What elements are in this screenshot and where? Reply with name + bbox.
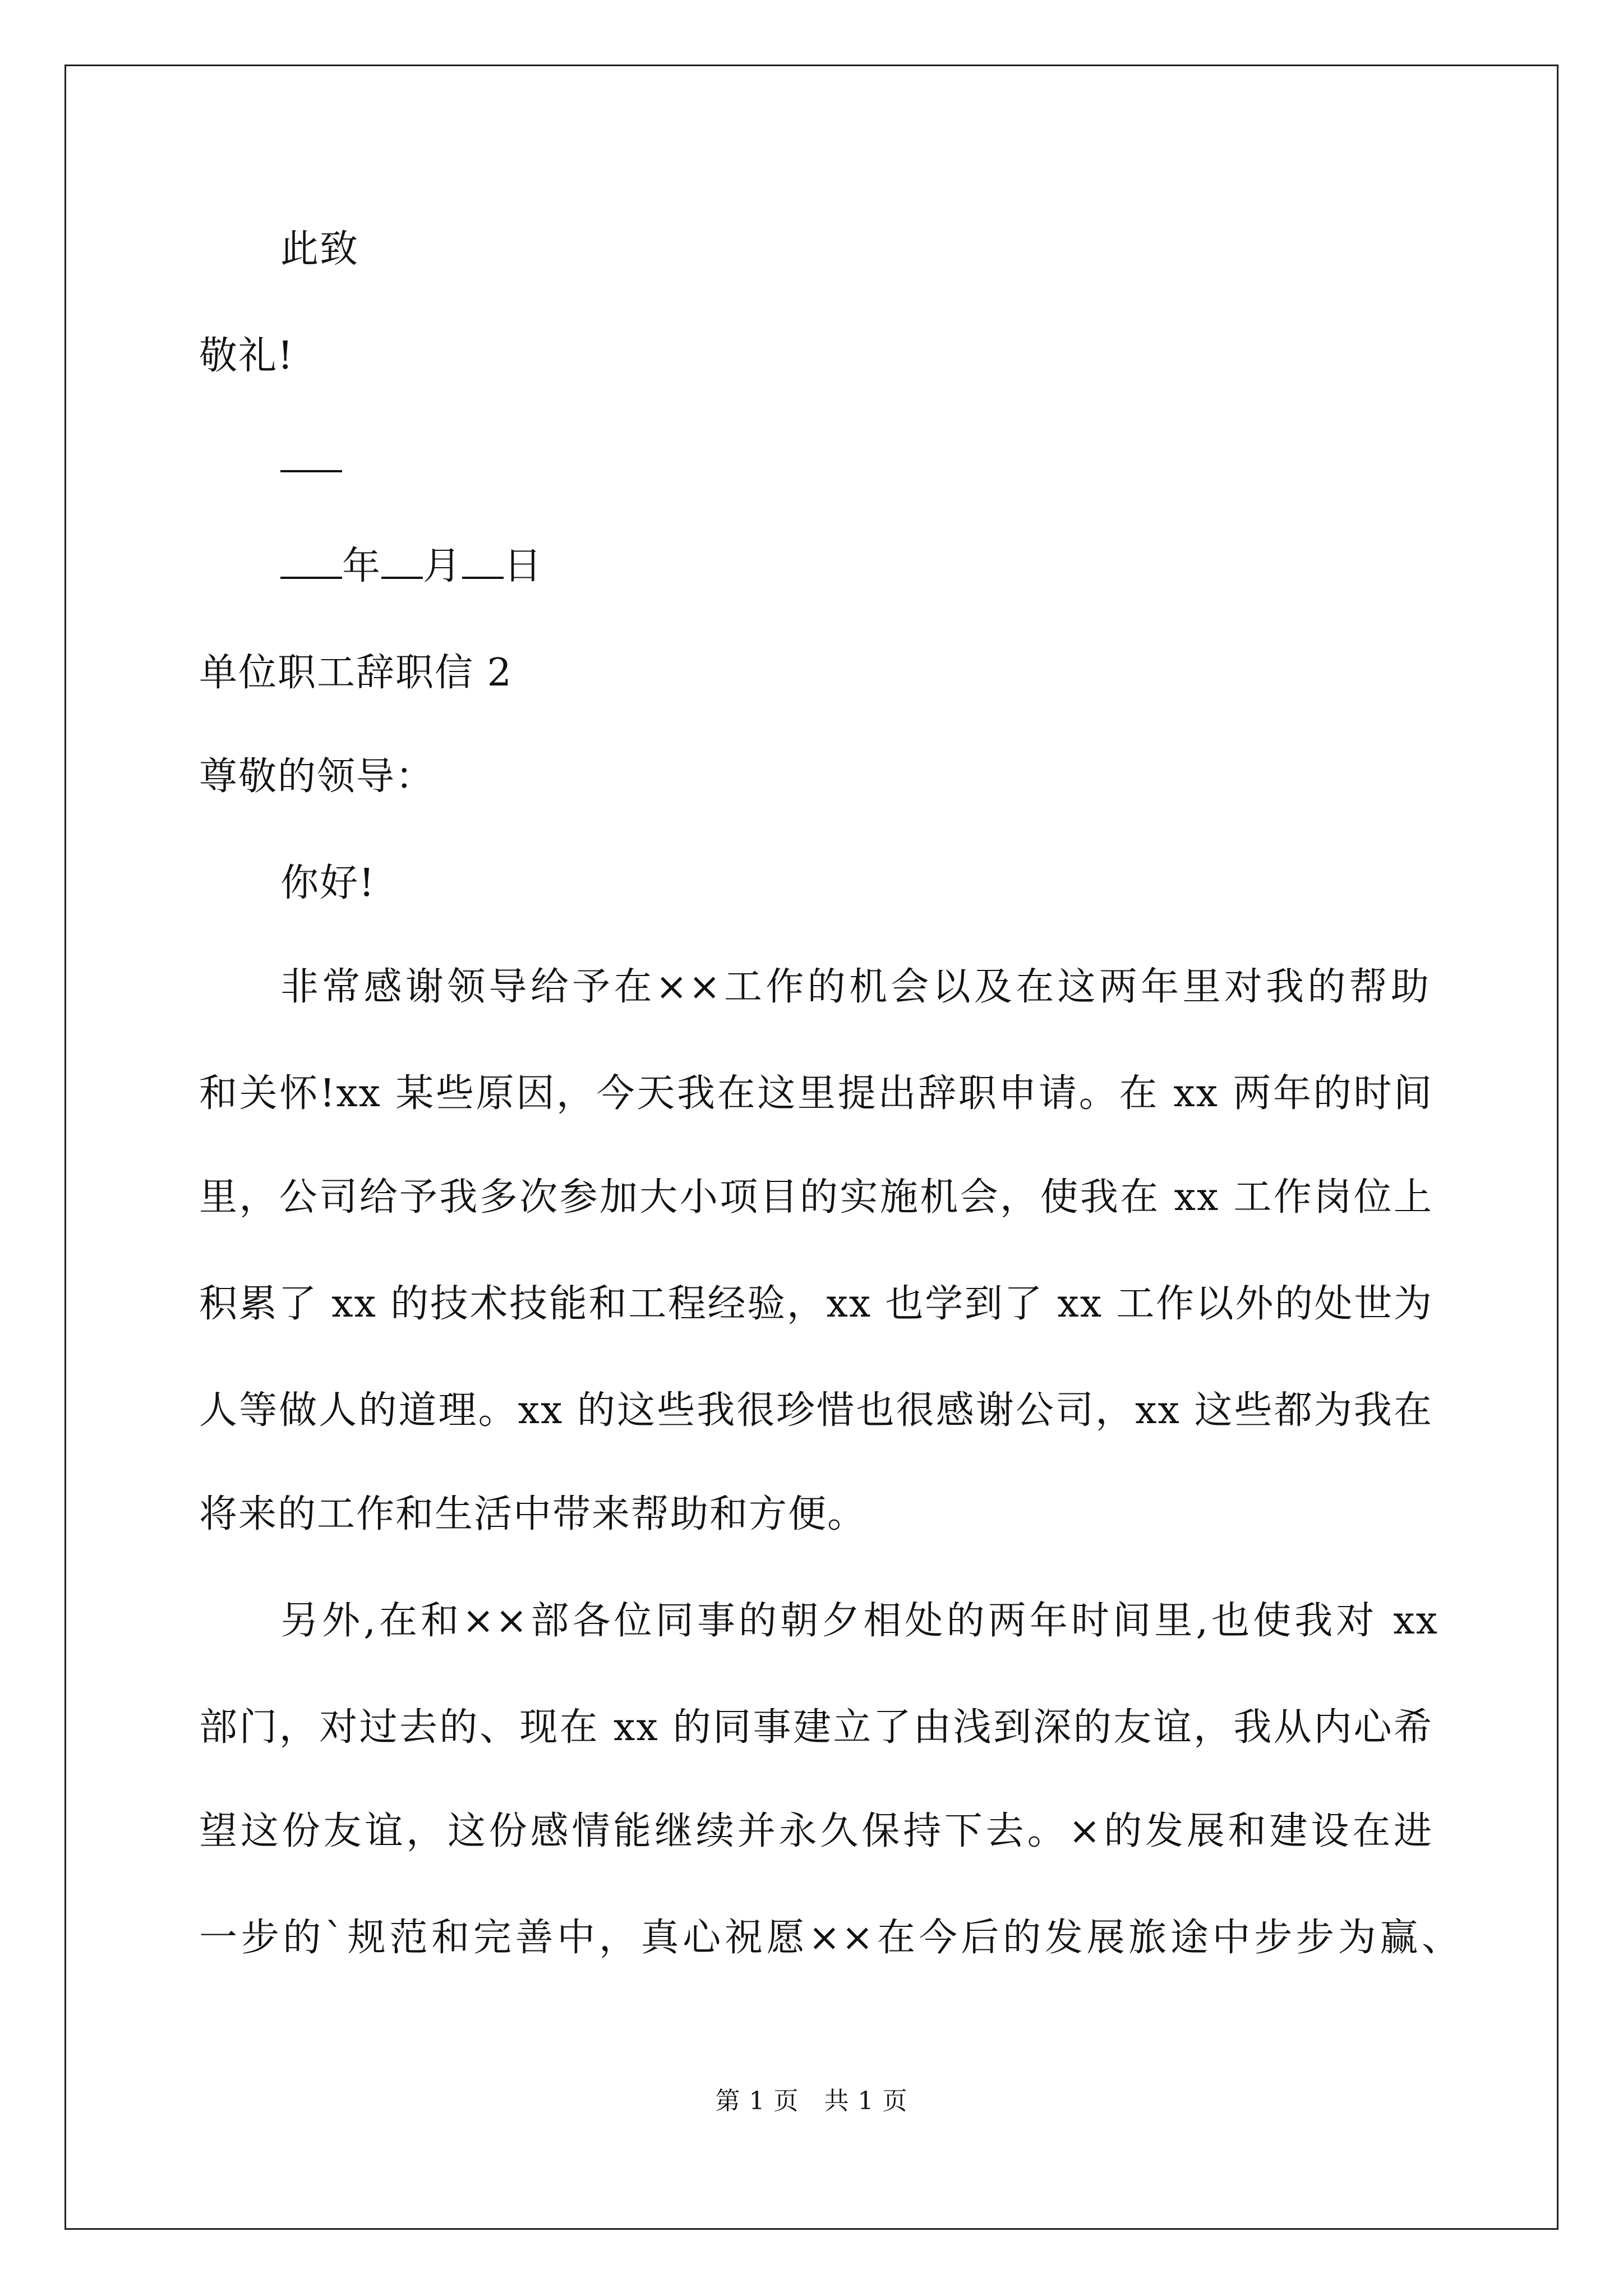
salute-line: 敬礼! [199,334,294,378]
date-line [280,544,543,589]
page-number-footer: 第 1 页 共 1 页 [715,2087,908,2115]
paragraph2-line-3: 望这份友谊，这份感情能继续并永久保持下去。×的发展和建设在进 [199,1809,1433,1853]
paragraph1-line-1: 非常感谢领导给予在××工作的机会以及在这两年里对我的帮助 [280,965,1430,1009]
paragraph1-line-4: 积累了 xx 的技术技能和工程经验，xx 也学到了 xx 工作以外的处世为 [199,1282,1433,1326]
paragraph2-line-4: 一步的`规范和完善中，真心祝愿××在今后的发展旅途中步步为赢、 [199,1916,1461,1960]
day-blank [462,572,504,579]
paragraph1-line-6: 将来的工作和生活中带来帮助和方便。 [199,1492,867,1536]
page-border [64,65,1559,2230]
letter-title: 单位职工辞职信 2 [199,651,513,695]
month-blank [381,572,423,579]
paragraph1-line-3: 里，公司给予我多次参加大小项目的实施机会，使我在 xx 工作岗位上 [199,1175,1433,1220]
year-blank [280,572,342,579]
paragraph2-line-2: 部门，对过去的、现在 xx 的同事建立了由浅到深的友谊，我从内心希 [199,1705,1433,1750]
signature-blank [280,438,342,482]
date-year-label: 年 [342,544,382,588]
signature-underline [280,466,342,472]
paragraph1-line-5: 人等做人的道理。xx 的这些我很珍惜也很感谢公司，xx 这些都为我在 [199,1388,1433,1433]
date-day-label: 日 [504,544,543,588]
paragraph1-line-2: 和关怀!xx 某些原因，今天我在这里提出辞职申请。在 xx 两年的时间 [199,1071,1433,1116]
greeting: 尊敬的领导： [199,754,435,799]
date-month-label: 月 [423,544,463,588]
hello-line: 你好! [280,861,376,905]
paragraph2-line-1: 另外,在和××部各位同事的朝夕相处的两年时间里,也使我对 xx [280,1599,1438,1643]
closing-line: 此致 [280,227,359,272]
